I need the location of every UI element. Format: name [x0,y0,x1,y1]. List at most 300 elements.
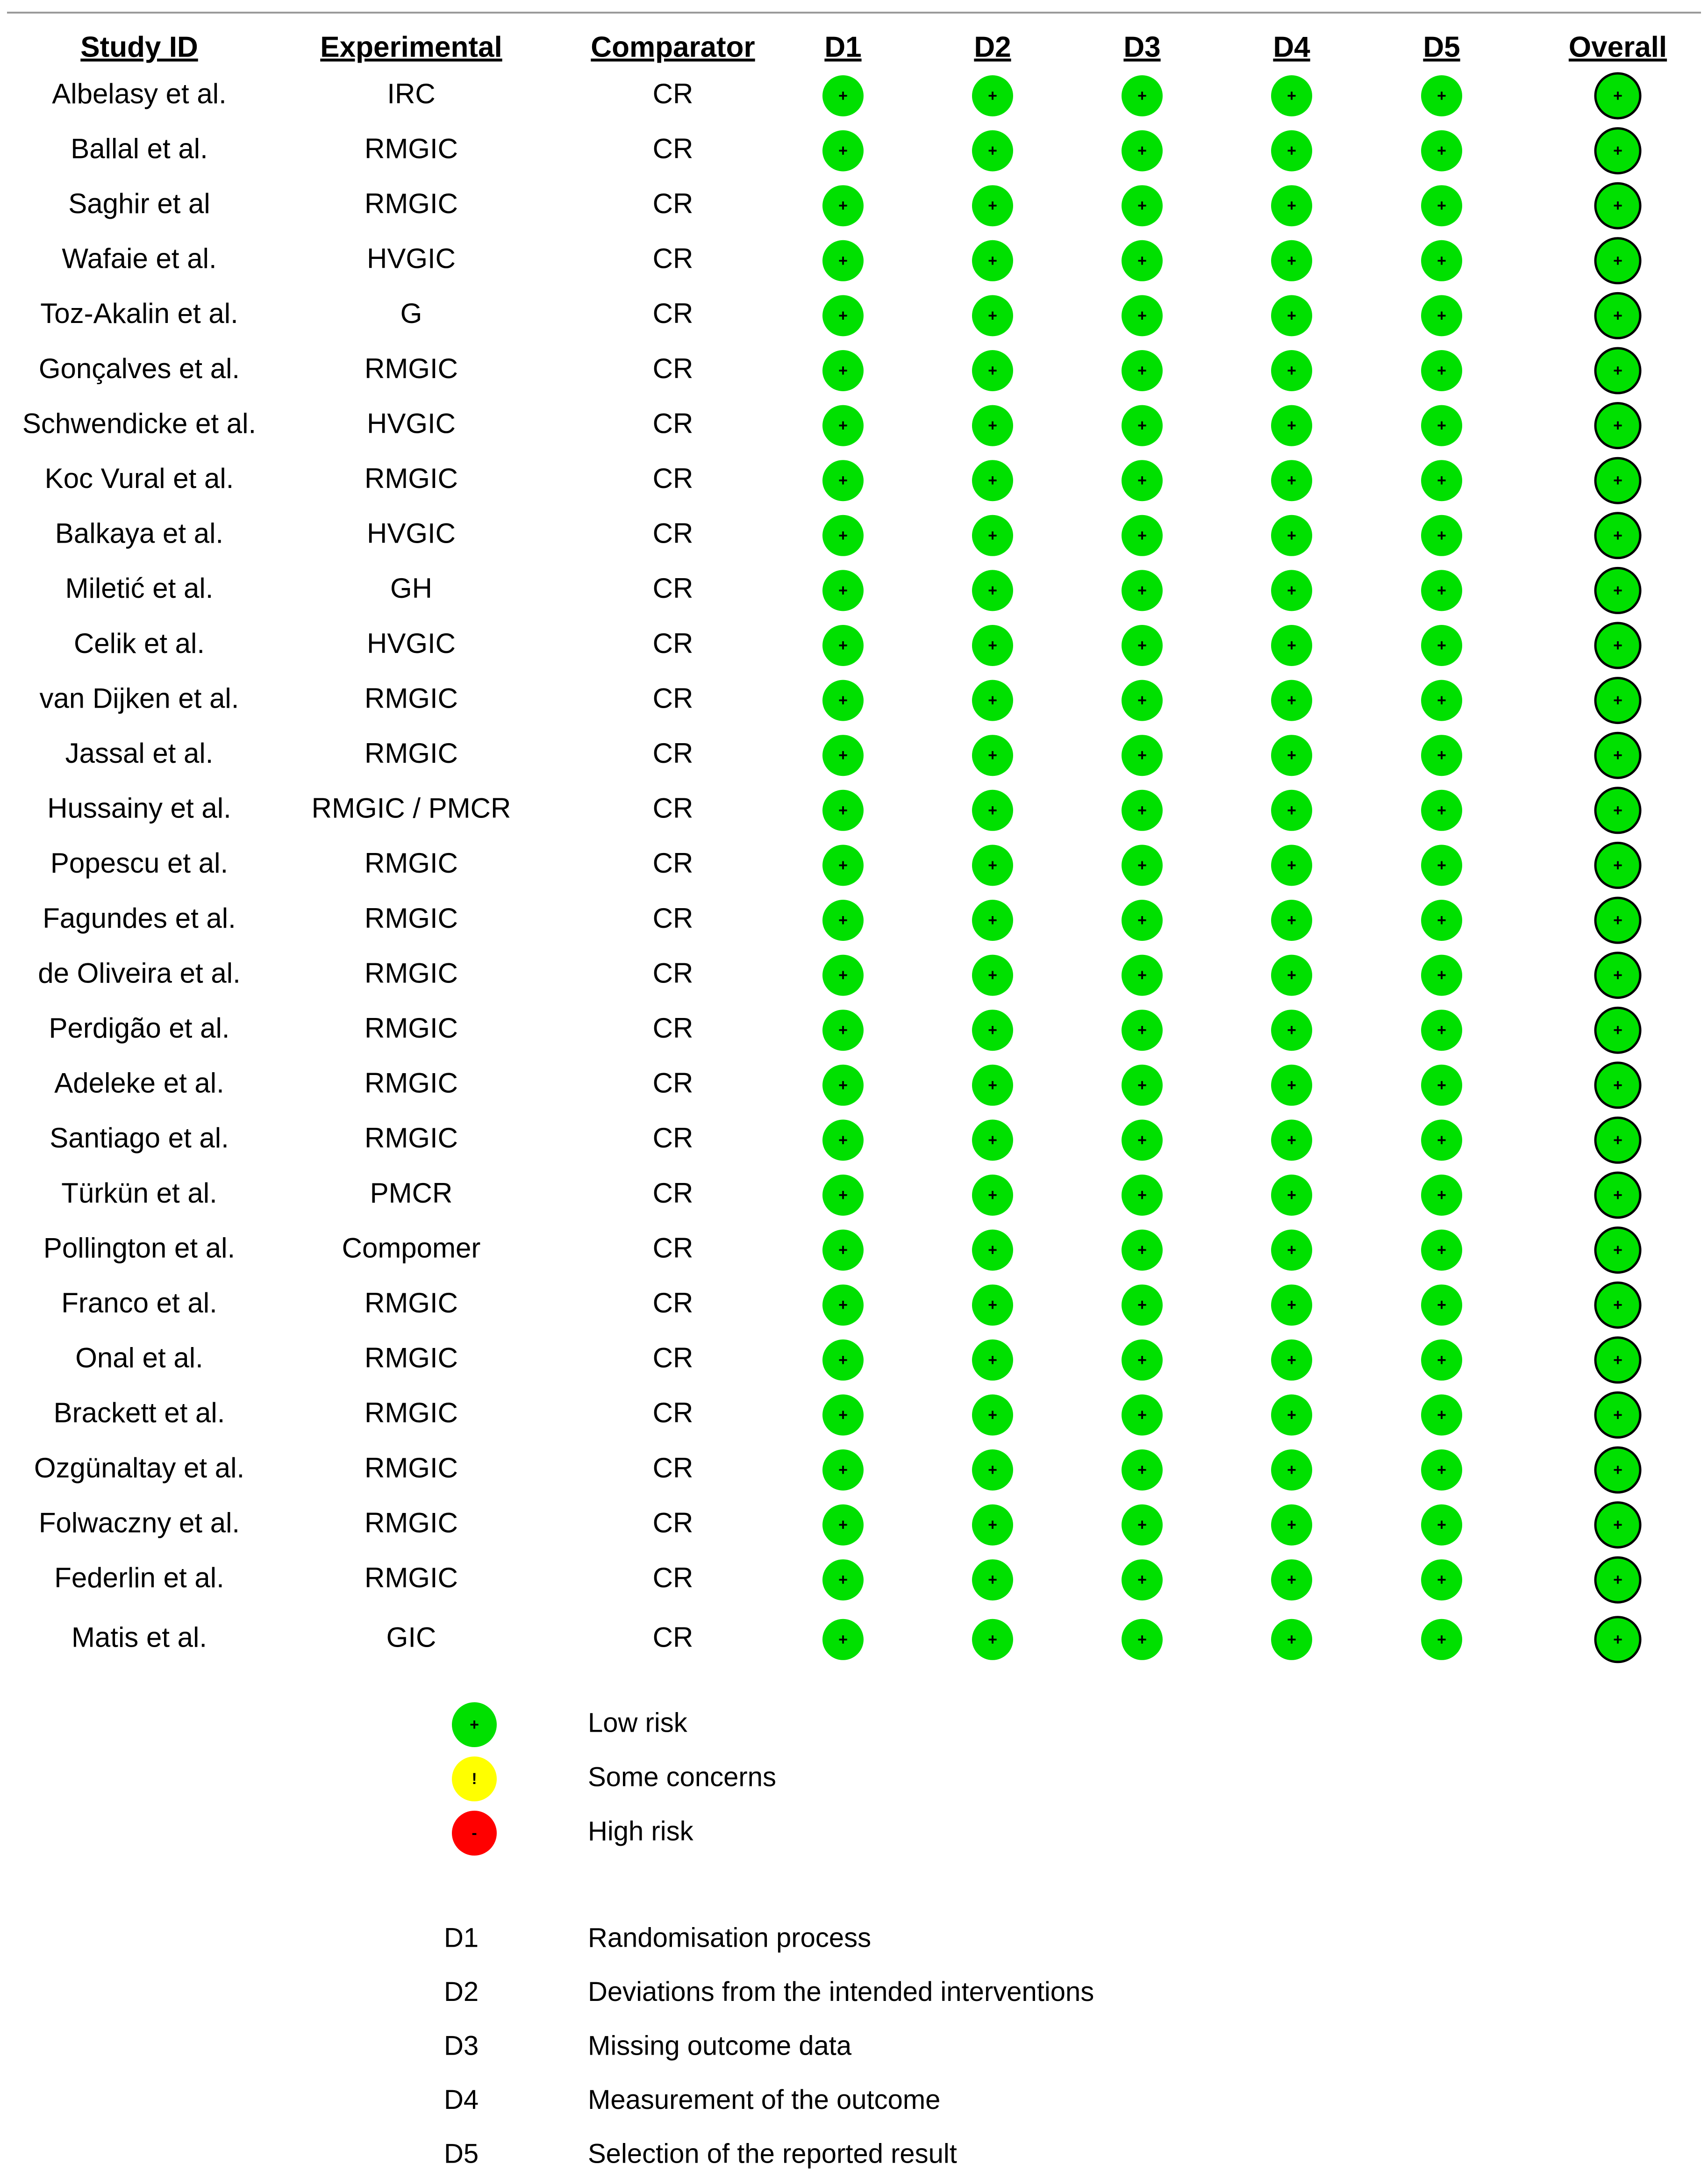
judgement-symbol: + [838,1516,848,1534]
judgement-symbol: + [838,1296,848,1314]
judgement-symbol: + [988,856,997,874]
judgement-symbol: + [1137,966,1147,984]
comparator-cell: CR [652,627,693,659]
judgement-symbol: + [988,416,997,435]
judgement-symbol: + [1287,1461,1296,1479]
judgement-symbol: + [1287,86,1296,105]
judgement-symbol: + [988,86,997,105]
table-row [75,1338,1640,1383]
judgement-symbol: + [1287,416,1296,435]
column-header: D1 [824,31,862,64]
judgement-symbol: + [1437,1296,1446,1314]
judgement-symbol: + [1613,636,1622,654]
judgement-symbol: + [1613,1630,1622,1649]
experimental-cell: RMGIC [364,1122,458,1154]
judgement-symbol: + [1613,1186,1622,1204]
judgement-symbol: + [838,416,848,435]
legend-domain-code: D5 [444,2138,479,2169]
experimental-cell: RMGIC [364,847,458,879]
judgement-symbol: + [838,801,848,819]
comparator-cell: CR [652,352,693,384]
experimental-cell: HVGIC [366,627,456,659]
judgement-symbol: + [1613,1131,1622,1149]
table-row [39,348,1640,393]
study-id: Ballal et al. [71,133,208,165]
judgement-symbol: + [988,1241,997,1259]
column-header: Study ID [80,31,198,64]
study-id: van Dijken et al. [39,682,239,714]
legend-domain-label: Selection of the reported result [588,2138,957,2169]
judgement-symbol: + [1287,1351,1296,1369]
experimental-cell: RMGIC [364,1397,458,1429]
experimental-cell: RMGIC [364,1507,458,1539]
judgement-symbol: + [1287,691,1296,710]
judgement-symbol: + [1437,1516,1446,1534]
column-header: Overall [1568,31,1667,64]
judgement-symbol: + [1437,361,1446,380]
study-id: Adeleke et al. [54,1067,224,1099]
legend-risk-label: Low risk [588,1707,687,1738]
experimental-cell: RMGIC [364,1067,458,1099]
judgement-symbol: + [1613,472,1622,490]
judgement-symbol: + [1613,691,1622,710]
judgement-symbol: + [1613,251,1622,270]
judgement-symbol: + [838,472,848,490]
judgement-symbol: + [1437,197,1446,215]
comparator-cell: CR [652,188,693,220]
judgement-symbol: + [838,307,848,325]
column-header: D5 [1423,31,1460,64]
judgement-symbol: + [1137,581,1147,600]
judgement-symbol: + [1137,307,1147,325]
table-row [50,843,1640,888]
judgement-symbol: + [1613,1021,1622,1039]
study-id: Schwendicke et al. [22,408,257,439]
experimental-cell: RMGIC / PMCR [311,792,511,824]
legend-domain-label: Missing outcome data [588,2030,852,2061]
study-id: Onal et al. [75,1342,203,1374]
study-id: Jassal et al. [65,738,214,769]
judgement-symbol: + [1613,801,1622,819]
table-row [68,183,1640,228]
judgement-symbol: + [1137,1076,1147,1094]
judgement-symbol: + [988,801,997,819]
judgement-symbol: + [1613,1296,1622,1314]
judgement-symbol: + [1613,856,1622,874]
judgement-symbol: + [1437,1406,1446,1424]
judgement-symbol: + [838,1406,848,1424]
table-row [61,1283,1640,1327]
comparator-cell: CR [652,78,693,109]
legend-domain-code: D4 [444,2084,479,2115]
judgement-symbol: + [1437,142,1446,160]
judgement-symbol: + [988,1021,997,1039]
experimental-cell: RMGIC [364,352,458,384]
judgement-symbol: + [1437,1021,1446,1039]
judgement-symbol: + [1437,1461,1446,1479]
comparator-cell: CR [652,243,693,274]
judgement-symbol: + [1137,746,1147,765]
experimental-cell: G [400,298,422,330]
judgement-symbol: + [1137,1461,1147,1479]
judgement-symbol: + [1137,1571,1147,1589]
judgement-symbol: + [838,636,848,654]
table-row [52,73,1640,118]
judgement-symbol: + [838,1461,848,1479]
judgement-symbol: + [1437,746,1446,765]
judgement-symbol: + [988,1630,997,1649]
table-row [40,293,1640,338]
study-rows [22,73,1640,1662]
judgement-symbol: + [838,197,848,215]
legend-symbol: - [472,1824,477,1842]
judgement-symbol: + [988,746,997,765]
judgement-symbol: + [1613,197,1622,215]
table-row [40,678,1640,723]
study-id: Fagundes et al. [43,902,236,934]
table-row [65,568,1640,613]
judgement-symbol: + [1613,307,1622,325]
judgement-symbol: + [1613,1461,1622,1479]
judgement-symbol: + [1137,1131,1147,1149]
judgement-symbol: + [1137,1186,1147,1204]
comparator-cell: CR [652,1232,693,1264]
experimental-cell: HVGIC [366,243,456,274]
comparator-cell: CR [652,1067,693,1099]
legend-symbol: + [470,1715,479,1734]
judgement-symbol: + [1613,361,1622,380]
table-row [50,1118,1640,1162]
experimental-cell: PMCR [370,1177,453,1209]
judgement-symbol: + [1137,1021,1147,1039]
judgement-symbol: + [1287,361,1296,380]
judgement-symbol: + [838,1021,848,1039]
judgement-symbol: + [1287,911,1296,929]
table-row [38,953,1640,998]
study-id: Albelasy et al. [52,78,227,109]
experimental-cell: RMGIC [364,738,458,769]
experimental-cell: RMGIC [364,1562,458,1594]
column-header: Experimental [320,31,502,64]
judgement-symbol: + [1437,1351,1446,1369]
judgement-symbol: + [1287,581,1296,600]
judgement-symbol: + [838,1630,848,1649]
judgement-symbol: + [838,86,848,105]
judgement-symbol: + [1437,416,1446,435]
judgement-symbol: + [1137,472,1147,490]
judgement-symbol: + [1613,526,1622,545]
legend [444,1702,1094,2169]
legend-domain-code: D3 [444,2030,479,2061]
study-id: Koc Vural et al. [44,463,234,495]
judgement-symbol: + [1287,1131,1296,1149]
table-row [54,1557,1640,1602]
study-id: Gonçalves et al. [38,352,240,384]
judgement-symbol: + [838,856,848,874]
study-id: Federlin et al. [54,1562,224,1594]
comparator-cell: CR [652,902,693,934]
judgement-symbol: + [1437,856,1446,874]
comparator-cell: CR [652,792,693,824]
table-row [34,1448,1640,1492]
judgement-symbol: + [1287,307,1296,325]
header-row [80,31,1667,63]
comparator-cell: CR [652,1562,693,1594]
judgement-symbol: + [1287,1076,1296,1094]
judgement-symbol: + [1137,801,1147,819]
judgement-symbol: + [838,1076,848,1094]
legend-symbol: ! [472,1770,477,1788]
table-row [43,1228,1640,1273]
judgement-symbol: + [1287,197,1296,215]
study-id: Popescu et al. [50,847,229,879]
judgement-symbol: + [1287,1571,1296,1589]
judgement-symbol: + [1287,856,1296,874]
study-id: Folwaczny et al. [38,1507,240,1539]
judgement-symbol: + [988,361,997,380]
study-id: Celik et al. [73,627,205,659]
judgement-symbol: + [1437,251,1446,270]
judgement-symbol: + [1287,251,1296,270]
judgement-symbol: + [1613,1516,1622,1534]
judgement-symbol: + [988,1296,997,1314]
judgement-symbol: + [1613,1351,1622,1369]
comparator-cell: CR [652,1621,693,1653]
judgement-symbol: + [838,911,848,929]
judgement-symbol: + [1287,472,1296,490]
table-row [39,1503,1640,1548]
judgement-symbol: + [1287,1241,1296,1259]
judgement-symbol: + [1613,1571,1622,1589]
study-id: Türkün et al. [61,1177,217,1209]
legend-domain-code: D1 [444,1922,479,1953]
judgement-symbol: + [1287,1516,1296,1534]
legend-domain-code: D2 [444,1976,479,2007]
judgement-symbol: + [1137,636,1147,654]
judgement-symbol: + [988,966,997,984]
experimental-cell: RMGIC [364,1342,458,1374]
table-row [61,1173,1640,1218]
judgement-symbol: + [1437,581,1446,600]
comparator-cell: CR [652,1342,693,1374]
judgement-symbol: + [1437,1571,1446,1589]
table-row [55,513,1640,558]
judgement-symbol: + [838,1241,848,1259]
comparator-cell: CR [652,1287,693,1319]
judgement-symbol: + [1137,691,1147,710]
experimental-cell: RMGIC [364,1012,458,1044]
study-id: Wafaie et al. [62,243,217,274]
judgement-symbol: + [1437,472,1446,490]
comparator-cell: CR [652,573,693,604]
experimental-cell: RMGIC [364,463,458,495]
judgement-symbol: + [988,1131,997,1149]
judgement-symbol: + [838,251,848,270]
column-header: D2 [974,31,1011,64]
judgement-symbol: + [1437,1186,1446,1204]
judgement-symbol: + [1287,142,1296,160]
judgement-symbol: + [1137,526,1147,545]
judgement-symbol: + [1613,966,1622,984]
study-id: Ozgünaltay et al. [34,1452,245,1484]
judgement-symbol: + [1137,1516,1147,1534]
judgement-symbol: + [1137,1630,1147,1649]
experimental-cell: IRC [387,78,436,109]
comparator-cell: CR [652,517,693,549]
judgement-symbol: + [1437,636,1446,654]
study-id: Santiago et al. [50,1122,229,1154]
judgement-symbol: + [988,307,997,325]
judgement-symbol: + [1613,416,1622,435]
judgement-symbol: + [988,472,997,490]
experimental-cell: RMGIC [364,957,458,989]
experimental-cell: Compomer [342,1232,481,1264]
study-id: Miletić et al. [65,573,214,604]
judgement-symbol: + [1437,307,1446,325]
study-id: Perdigão et al. [49,1012,230,1044]
judgement-symbol: + [838,966,848,984]
judgement-symbol: + [1437,1630,1446,1649]
study-id: Pollington et al. [43,1232,236,1264]
judgement-symbol: + [1613,1406,1622,1424]
comparator-cell: CR [652,463,693,495]
judgement-symbol: + [1287,966,1296,984]
judgement-symbol: + [988,581,997,600]
comparator-cell: CR [652,1012,693,1044]
experimental-cell: RMGIC [364,1287,458,1319]
judgement-symbol: + [1137,1351,1147,1369]
judgement-symbol: + [1287,1186,1296,1204]
experimental-cell: HVGIC [366,408,456,439]
column-header: D4 [1273,31,1310,64]
judgement-symbol: + [1437,911,1446,929]
comparator-cell: CR [652,847,693,879]
comparator-cell: CR [652,957,693,989]
table-row [71,1617,1640,1662]
study-id: Balkaya et al. [55,517,224,549]
comparator-cell: CR [652,1122,693,1154]
judgement-symbol: + [1287,1296,1296,1314]
legend-domain-label: Measurement of the outcome [588,2084,941,2115]
table-row [62,238,1640,283]
judgement-symbol: + [1613,911,1622,929]
table-row [43,898,1640,943]
judgement-symbol: + [838,1131,848,1149]
judgement-symbol: + [1613,581,1622,600]
table-row [71,129,1640,173]
judgement-symbol: + [988,1461,997,1479]
legend-domain-label: Randomisation process [588,1922,872,1953]
table-row [47,788,1640,833]
judgement-symbol: + [1137,1406,1147,1424]
comparator-cell: CR [652,1507,693,1539]
comparator-cell: CR [652,682,693,714]
judgement-symbol: + [1613,1241,1622,1259]
judgement-symbol: + [988,251,997,270]
judgement-symbol: + [1287,746,1296,765]
judgement-symbol: + [838,581,848,600]
judgement-symbol: + [988,636,997,654]
study-id: Brackett et al. [53,1397,225,1429]
study-id: de Oliveira et al. [38,957,241,989]
table-row [22,403,1640,448]
judgement-symbol: + [988,1076,997,1094]
experimental-cell: HVGIC [366,517,456,549]
comparator-cell: CR [652,1177,693,1209]
judgement-symbol: + [1137,142,1147,160]
judgement-symbol: + [838,746,848,765]
judgement-symbol: + [1613,1076,1622,1094]
judgement-symbol: + [1287,1630,1296,1649]
legend-risk-label: Some concerns [588,1762,776,1792]
comparator-cell: CR [652,408,693,439]
judgement-symbol: + [838,691,848,710]
judgement-symbol: + [1287,636,1296,654]
judgement-symbol: + [988,1571,997,1589]
table-row [54,1063,1640,1108]
judgement-symbol: + [838,1186,848,1204]
judgement-symbol: + [1613,746,1622,765]
table-row [65,733,1640,778]
judgement-symbol: + [1437,691,1446,710]
judgement-symbol: + [1437,1241,1446,1259]
judgement-symbol: + [988,1186,997,1204]
judgement-symbol: + [838,361,848,380]
study-id: Franco et al. [61,1287,217,1319]
comparator-cell: CR [652,133,693,165]
study-id: Matis et al. [71,1621,207,1653]
experimental-cell: RMGIC [364,188,458,220]
table-row [74,623,1640,668]
judgement-symbol: + [1287,1406,1296,1424]
judgement-symbol: + [988,526,997,545]
comparator-cell: CR [652,738,693,769]
judgement-symbol: + [838,142,848,160]
table-row [49,1008,1640,1053]
judgement-symbol: + [1137,911,1147,929]
experimental-cell: RMGIC [364,133,458,165]
experimental-cell: GIC [386,1621,436,1653]
judgement-symbol: + [988,1351,997,1369]
comparator-cell: CR [652,1452,693,1484]
experimental-cell: RMGIC [364,1452,458,1484]
table-row [54,1392,1640,1437]
judgement-symbol: + [1137,856,1147,874]
judgement-symbol: + [1437,1076,1446,1094]
experimental-cell: RMGIC [364,902,458,934]
judgement-symbol: + [1137,197,1147,215]
judgement-symbol: + [988,691,997,710]
judgement-symbol: + [1613,142,1622,160]
judgement-symbol: + [1437,86,1446,105]
judgement-symbol: + [988,142,997,160]
judgement-symbol: + [988,911,997,929]
judgement-symbol: + [1137,251,1147,270]
judgement-symbol: + [838,1571,848,1589]
judgement-symbol: + [988,1516,997,1534]
judgement-symbol: + [1137,1241,1147,1259]
judgement-symbol: + [1613,86,1622,105]
judgement-symbol: + [1137,1296,1147,1314]
legend-risk-label: High risk [588,1816,693,1847]
judgement-symbol: + [1437,966,1446,984]
judgement-symbol: + [988,1406,997,1424]
judgement-symbol: + [1437,801,1446,819]
judgement-symbol: + [1137,361,1147,380]
judgement-symbol: + [1137,416,1147,435]
table-row [45,458,1640,503]
judgement-symbol: + [1287,801,1296,819]
